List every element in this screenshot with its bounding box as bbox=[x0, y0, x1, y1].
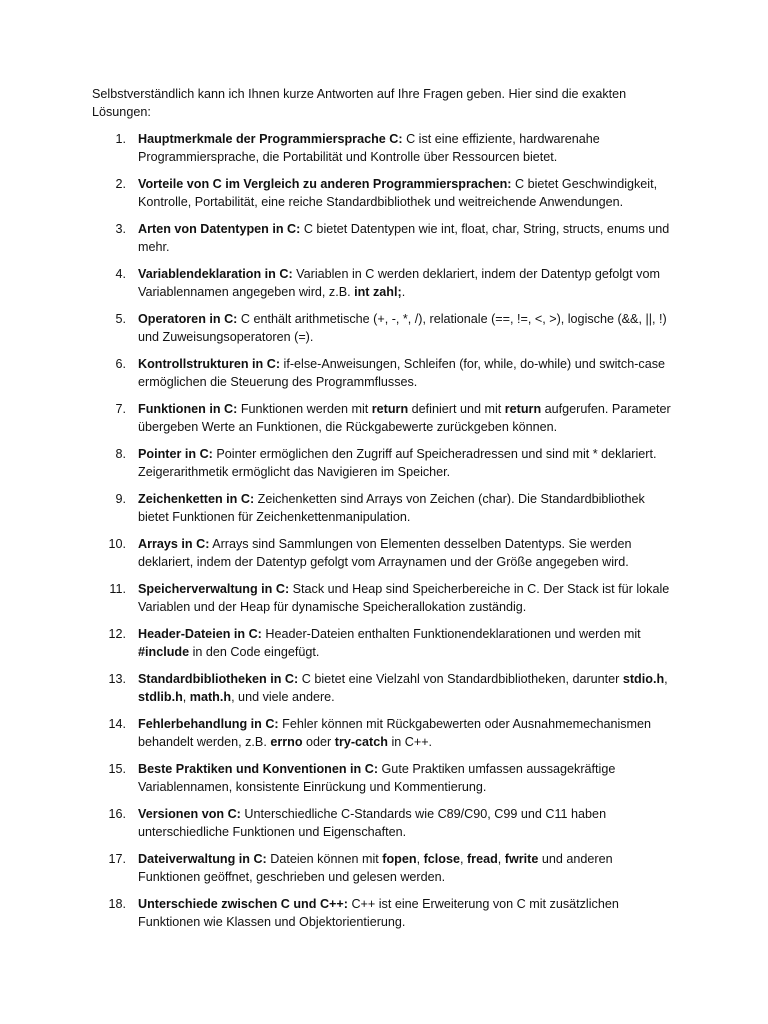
code-term: try-catch bbox=[334, 734, 388, 749]
item-text: in den Code eingefügt. bbox=[189, 644, 320, 659]
item-number: 15. bbox=[108, 762, 126, 776]
code-term: stdio.h bbox=[622, 672, 665, 686]
code-term: fread bbox=[466, 852, 498, 866]
item-text: Stack und Heap sind Speicherbereiche in C. Der Stack ist für lokale Variablen und der Heap für dynamische Speicherallokation zuständig. bbox=[138, 582, 670, 614]
item-text: Variablen in C werden deklariert, indem der Datentyp gefolgt vom Variablennamen angegeben wird, z.B. bbox=[138, 267, 660, 299]
item-text: , und viele andere. bbox=[231, 689, 335, 704]
item-number: 10. bbox=[108, 537, 126, 551]
item-text: C bietet Geschwindigkeit, Kontrolle, Portabilität, eine reiche Standardbibliothek und weitreichende Anwendungen. bbox=[138, 177, 658, 209]
intro-paragraph: Selbstverständlich kann ich Ihnen kurze Antworten auf Ihre Fragen geben. Hier sind die exakten Lösungen: bbox=[92, 87, 627, 119]
list-item bbox=[92, 176, 676, 211]
item-text: Gute Praktiken umfassen aussagekräftige Variablennamen, konsistente Einrückung und Kommentierung. bbox=[138, 762, 616, 794]
list-item bbox=[92, 131, 676, 166]
item-number: 17. bbox=[108, 852, 126, 866]
item-title: Speicherverwaltung in C: bbox=[138, 582, 290, 596]
item-number: 7. bbox=[115, 402, 126, 416]
item-text: if-else-Anweisungen, Schleifen (for, while, do-while) und switch-case ermöglichen die Steuerung des Programmflusses. bbox=[138, 357, 666, 389]
list-item bbox=[92, 896, 676, 931]
item-number: 14. bbox=[108, 717, 126, 731]
item-text: Unterschiedliche C-Standards wie C89/C90, C99 und C11 haben unterschiedliche Funktionen und Eigenschaften. bbox=[138, 807, 607, 839]
list-item bbox=[92, 221, 676, 256]
item-number: 8. bbox=[115, 447, 126, 461]
code-term: math.h bbox=[189, 689, 232, 704]
list-item bbox=[92, 401, 676, 436]
item-title: Kontrollstrukturen in C: bbox=[138, 357, 281, 371]
code-term: fopen bbox=[382, 852, 417, 866]
list-item bbox=[92, 671, 676, 706]
item-text: , bbox=[497, 852, 505, 866]
item-title: Arrays in C: bbox=[138, 537, 210, 551]
item-text: Header-Dateien enthalten Funktionendeklarationen und werden mit bbox=[261, 627, 641, 641]
code-term: int zahl; bbox=[354, 284, 402, 299]
item-number: 16. bbox=[108, 807, 126, 821]
item-text: C bietet Datentypen wie int, float, char, String, structs, enums und mehr. bbox=[138, 222, 670, 254]
item-text: Pointer ermöglichen den Zugriff auf Speicheradressen und sind mit * deklariert. Zeigerarithmetik ermöglicht das Navigieren im Speicher. bbox=[138, 447, 657, 479]
item-title: Funktionen in C: bbox=[138, 402, 238, 416]
list-item bbox=[92, 536, 676, 571]
item-title: Hauptmerkmale der Programmiersprache C: bbox=[138, 132, 403, 146]
item-title: Standardbibliotheken in C: bbox=[138, 672, 299, 686]
item-number: 18. bbox=[108, 897, 126, 911]
item-text: , bbox=[459, 852, 467, 866]
item-title: Operatoren in C: bbox=[138, 312, 238, 326]
item-title: Pointer in C: bbox=[138, 447, 213, 461]
item-text: Funktionen werden mit bbox=[237, 402, 372, 416]
item-title: Beste Praktiken und Konventionen in C: bbox=[138, 762, 379, 776]
item-title: Versionen von C: bbox=[138, 807, 241, 821]
code-term: return bbox=[504, 402, 542, 416]
answer-list bbox=[92, 131, 676, 931]
item-text: oder bbox=[302, 734, 335, 749]
item-title: Arten von Datentypen in C: bbox=[138, 222, 301, 236]
item-number: 13. bbox=[108, 672, 126, 686]
item-text: und anderen Funktionen geöffnet, geschrieben und gelesen werden. bbox=[138, 852, 613, 884]
item-number: 12. bbox=[108, 627, 126, 641]
list-item bbox=[92, 851, 676, 886]
item-text: aufgerufen. Parameter übergeben Werte an Funktionen, die Rückgabewerte zurückgeben können. bbox=[138, 402, 671, 434]
item-text: C enthält arithmetische (+, -, *, /), relationale (==, !=, <, >), logische (&&, ||, !) und Zuweisungsoperatoren (=). bbox=[138, 312, 667, 344]
item-number: 1. bbox=[115, 132, 126, 146]
code-term: errno bbox=[270, 734, 303, 749]
item-title: Dateiverwaltung in C: bbox=[138, 852, 267, 866]
list-item bbox=[92, 311, 676, 346]
item-text: Zeichenketten sind Arrays von Zeichen (char). Die Standardbibliothek bietet Funktionen für Zeichenkettenmanipulation. bbox=[138, 492, 645, 524]
list-item bbox=[92, 806, 676, 841]
code-term: fclose bbox=[423, 852, 460, 866]
item-title: Header-Dateien in C: bbox=[138, 627, 262, 641]
item-title: Unterschiede zwischen C und C++: bbox=[138, 897, 348, 911]
item-text: in C++. bbox=[387, 734, 433, 749]
item-number: 11. bbox=[109, 582, 126, 596]
item-text: Dateien können mit bbox=[266, 852, 383, 866]
item-number: 5. bbox=[115, 312, 126, 326]
code-term: stdlib.h bbox=[138, 689, 183, 704]
item-text: , bbox=[664, 672, 668, 686]
item-title: Variablendeklaration in C: bbox=[138, 267, 293, 281]
item-number: 6. bbox=[115, 357, 126, 371]
item-text: C bietet eine Vielzahl von Standardbibliotheken, darunter bbox=[298, 672, 623, 686]
item-text: C++ ist eine Erweiterung von C mit zusätzlichen Funktionen wie Klassen und Objektorientierung. bbox=[138, 897, 619, 929]
list-item bbox=[92, 266, 676, 301]
item-text: . bbox=[401, 284, 406, 299]
item-number: 2. bbox=[115, 177, 126, 191]
item-text: C ist eine effiziente, hardwarenahe Programmiersprache, die Portabilität und Kontrolle über Ressourcen bietet. bbox=[138, 132, 600, 164]
item-number: 9. bbox=[115, 492, 126, 506]
code-term: fwrite bbox=[504, 852, 539, 866]
item-text: , bbox=[416, 852, 424, 866]
item-text: definiert und mit bbox=[408, 402, 505, 416]
list-item bbox=[92, 356, 676, 391]
list-item bbox=[92, 716, 676, 751]
item-text: Arrays sind Sammlungen von Elementen desselben Datentyps. Sie werden deklariert, indem der Datentyp gefolgt vom Arraynamen und der Größe angegeben wird. bbox=[138, 537, 632, 569]
list-item bbox=[92, 626, 676, 661]
item-text: Fehler können mit Rückgabewerten oder Ausnahmemechanismen behandelt werden, z.B. bbox=[138, 717, 652, 749]
list-item bbox=[92, 446, 676, 481]
item-title: Zeichenketten in C: bbox=[138, 492, 255, 506]
item-text: , bbox=[182, 689, 190, 704]
list-item bbox=[92, 761, 676, 796]
item-title: Fehlerbehandlung in C: bbox=[138, 717, 279, 731]
code-term: return bbox=[371, 402, 409, 416]
list-item bbox=[92, 581, 676, 616]
item-number: 3. bbox=[115, 222, 126, 236]
item-number: 4. bbox=[115, 267, 126, 281]
code-term: #include bbox=[138, 644, 190, 659]
list-item bbox=[92, 491, 676, 526]
item-title: Vorteile von C im Vergleich zu anderen Programmiersprachen: bbox=[138, 177, 512, 191]
